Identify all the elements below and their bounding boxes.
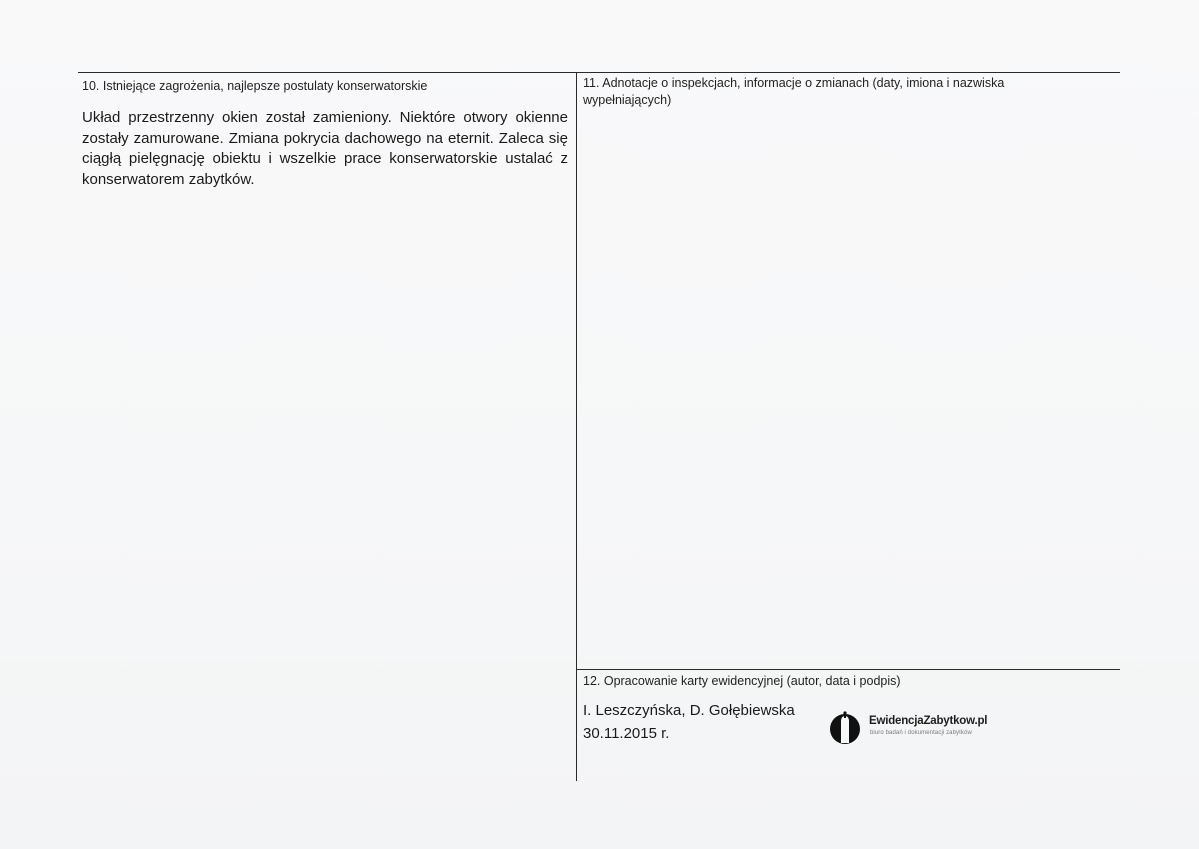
top-rule <box>78 72 1120 73</box>
section-11-heading: 11. Adnotacje o inspekcjach, informacje o zmianach (daty, imiona i nazwiska wypełniających) <box>583 76 1005 107</box>
section-10-paragraph: Układ przestrzenny okien został zamieniony. Niektóre otwory okienne zostały zamurowane. Zmiana pokrycia dachowego na eternit. Zaleca się ciągłą pielęgnację obiektu i wszelkie prace konserwatorskie ustalać z konserwatorem zabytków. <box>82 109 568 188</box>
card-date: 30.11.2015 r. <box>583 725 670 742</box>
authors-names: I. Leszczyńska, D. Gołębiewska <box>583 702 795 719</box>
section-10-text <box>82 108 568 190</box>
section-10-heading: 10. Istniejące zagrożenia, najlepsze postulaty konserwatorskie <box>82 79 428 93</box>
section-12-entry <box>583 699 795 745</box>
stamp-logo-icon <box>829 710 865 746</box>
stamp-title: EwidencjaZabytkow.pl <box>869 715 988 727</box>
stamp-subtitle: biuro badań i dokumentacji zabytków <box>870 730 972 736</box>
column-divider <box>576 72 577 781</box>
section-12-heading: 12. Opracowanie karty ewidencyjnej (autor, data i podpis) <box>583 674 901 688</box>
section-12-rule <box>577 669 1120 670</box>
company-stamp <box>829 710 999 746</box>
